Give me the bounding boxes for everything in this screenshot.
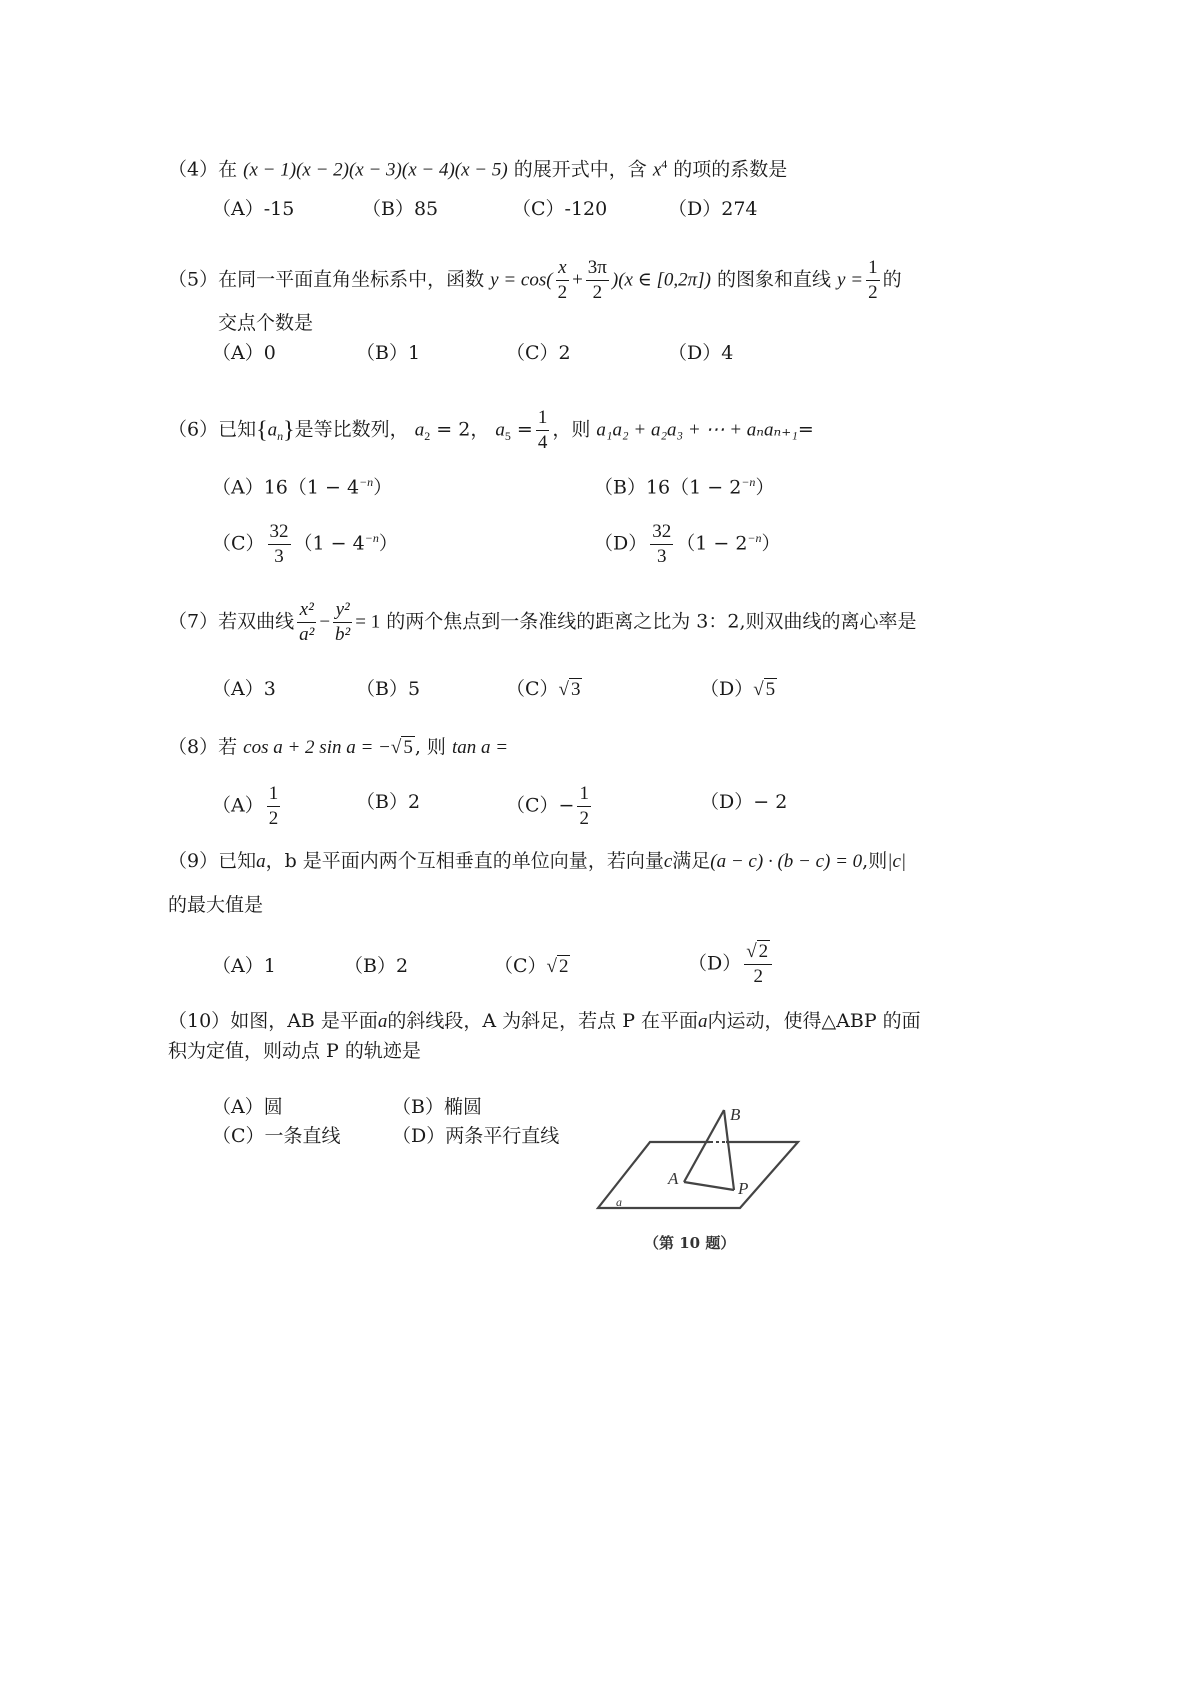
q5-stem: （5）在同一平面直角坐标系中，函数 y = cos( $\frac{x}{2}$ + $\frac{3\pi}{2}$ )(x ∈ [0,2π]) 的图象和直线 y = $\frac{1}{2}$ 的 xyxy=(168,257,902,303)
q10-option-d: （D）两条平行直线 xyxy=(392,1125,560,1147)
q5-option-c: （C）2 xyxy=(506,342,571,364)
figure-label-alpha: a xyxy=(616,1195,622,1209)
q5-fraction-one-half: $\frac{1}{2}$ xyxy=(868,257,878,303)
q5-fraction-x-over-2: $\frac{x}{2}$ xyxy=(557,257,568,303)
q9-option-a: （A）1 xyxy=(212,955,276,977)
q9-number: （9） xyxy=(168,850,219,872)
q6-option-a: $(A)16(1 - 4^{-n})$ xyxy=(212,475,393,499)
q10-stem-continued: 积为定值，则动点 P 的轨迹是 xyxy=(168,1040,421,1062)
q5-option-b: （B）1 xyxy=(356,342,421,364)
q9-stem-continued: 的最大值是 xyxy=(168,894,264,916)
figure-caption: （第 10 题） xyxy=(644,1234,736,1252)
q10-option-b: （B）椭圆 xyxy=(392,1096,482,1118)
q7-fraction-y2-over-b2: $\frac{\text{y²}}{\text{b²}}$ xyxy=(335,599,351,645)
q7-option-d: （D）√ 5 xyxy=(700,678,776,700)
q5-option-a: （A）0 xyxy=(212,342,276,364)
q4-option-c: （C）-120 xyxy=(512,198,608,220)
q10-option-c: （C）一条直线 xyxy=(212,1125,341,1147)
q6-sum-expression: a₁a₂ + a₂a₃ + ⋯ + aₙaₙ₊₁ xyxy=(596,419,798,441)
q8-option-d: （D）− 2 xyxy=(700,791,788,813)
q5-number: （5） xyxy=(168,268,219,291)
sqrt-symbol: √ 5 xyxy=(390,737,413,758)
q7-fraction-x2-over-a2: $\frac{\text{x²}}{\text{a²}}$ xyxy=(299,599,315,645)
q4-product-expression: (x − 1)(x − 2)(x − 3)(x − 4)(x − 5) xyxy=(243,159,508,181)
plane-alpha xyxy=(598,1142,798,1208)
q7-stem: （7）若双曲线 $\frac{\text{x²}}{\text{a²}}$ − $\frac{\text{y²}}{\text{b²}}$ = 1 的两个焦点到一条准线的距离之比为 3：2,则双曲线的离心率是 xyxy=(168,599,917,645)
q8-stem: （8）若 cos a + 2 sin a = −√ 5 , 则 tan a = xyxy=(168,736,509,758)
q7-option-c: （C）√ 3 xyxy=(506,678,581,700)
q6-option-b: $(B)16(1 - 2^{-n})$ xyxy=(594,475,775,499)
q10-stem: （10）如图，AB 是平面a的斜线段，A 为斜足，若点 P 在平面a内运动，使得△ABP 的面 xyxy=(168,1010,921,1032)
q8-option-a: （A） $\frac{1}{2}$ xyxy=(212,783,279,829)
q6-stem: （6）已知$\{a_n\}$是等比数列， $a_2 = 2$， $a_5$ = $\frac{1}{4}$ ，则 a₁a₂ + a₂a₃ + ⋯ + aₙaₙ₊₁= xyxy=(168,407,814,453)
q5-option-d: （D）4 xyxy=(668,342,734,364)
q6-number: （6） xyxy=(168,418,219,441)
q6-option-d: （D） $\frac{32}{3}$ $(1 - 2^{-n})$ xyxy=(594,521,781,567)
q9-option-c: （C）√ 2 xyxy=(494,955,569,977)
figure-label-a: A xyxy=(668,1169,679,1188)
sqrt-symbol: √ 3 xyxy=(558,679,581,700)
q5-fraction-3pi-over-2: $\frac{3\pi}{2}$ xyxy=(587,257,607,303)
q6-option-c: （C） $\frac{32}{3}$ $(1 - 4^{-n})$ xyxy=(212,521,398,567)
q8-number: （8） xyxy=(168,736,219,758)
q4-option-d: （D）274 xyxy=(668,198,758,220)
q8-option-b: （B）2 xyxy=(356,791,421,813)
q9-stem: （9）已知a，b 是平面内两个互相垂直的单位向量，若向量c满足(a − c) · (b − c) = 0,则|c| xyxy=(168,850,907,872)
q9-option-b: （B）2 xyxy=(344,955,409,977)
q10-figure xyxy=(592,1098,822,1278)
segment-ab xyxy=(684,1110,724,1182)
q7-number: （7） xyxy=(168,610,219,633)
q6-fraction-one-quarter: $\frac{1}{4}$ xyxy=(537,407,548,453)
q8-option-c: （C）− $\frac{1}{2}$ xyxy=(506,783,589,829)
q4-option-a: （A）-15 xyxy=(212,198,295,220)
sqrt-symbol: √ 2 xyxy=(746,941,769,962)
q7-option-b: （B）5 xyxy=(356,678,421,700)
q9-vector-equation: (a − c) · (b − c) = 0 xyxy=(710,851,863,872)
q10-option-a: （A）圆 xyxy=(212,1096,283,1118)
figure-label-b: B xyxy=(730,1105,741,1124)
q7-option-a: （A）3 xyxy=(212,678,276,700)
q4-stem: （4）在 (x − 1)(x − 2)(x − 3)(x − 4)(x − 5) 的展开式中，含 $x^4$ 的项的系数是 xyxy=(168,157,788,181)
sqrt-symbol: √ 2 xyxy=(546,956,569,977)
q5-stem-continued: 交点个数是 xyxy=(218,312,314,334)
q8-trig-equation: cos a + 2 sin a = − xyxy=(243,737,391,758)
segment-ap xyxy=(684,1182,734,1190)
sqrt-symbol: √ 5 xyxy=(753,679,776,700)
q4-number: （4） xyxy=(168,158,219,181)
q4-option-b: （B）85 xyxy=(362,198,439,220)
q10-number: （10） xyxy=(168,1010,231,1032)
figure-label-p: P xyxy=(738,1179,749,1198)
q9-option-d: （D） $\frac{√ 2}{2}$ xyxy=(688,940,775,989)
